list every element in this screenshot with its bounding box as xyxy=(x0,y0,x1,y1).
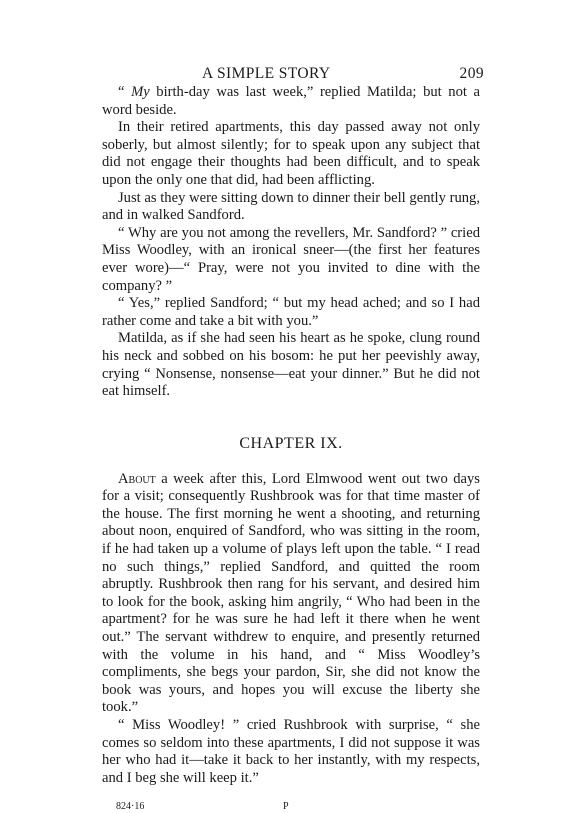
opening-quote: “ xyxy=(118,84,132,100)
paragraph-2: In their retired apartments, this day passed away not only soberly, but almost silently; for to speak upon any subject that did not engage their thoughts had been difficult, and to speak upon the only one that did, had been afflicting. xyxy=(102,119,480,188)
book-page xyxy=(102,62,484,813)
paragraph-7-lead: About xyxy=(118,470,156,487)
paragraph-6: Matilda, as if she had seen his heart as he spoke, clung round his neck and sobbed on his bosom: he put her peevishly away, crying “ Nonsense, nonsense—eat your dinner.” But he did not eat himself. xyxy=(102,330,480,400)
paragraph-7 xyxy=(102,471,480,717)
running-title: A SIMPLE STORY xyxy=(202,65,331,82)
paragraph-5: “ Yes,” replied Sandford; “ but my head ached; and so I had rather come and take a bit with you.” xyxy=(102,295,480,329)
chapter-heading: CHAPTER IX. xyxy=(239,434,343,452)
paragraph-7-text: a week after this, Lord Elmwood went out two days for a visit; consequently Rushbrook was for that time master of the house. The first morning he went a shooting, and returning about noon, enquired of Sandford, who was sitting in the room, if he had taken up a volume of plays left upon the table. “ I read no such things,” replied Sandford, and quitted the room abruptly. Rushbrook then rang for his servant, and desired him to look for the book, asking him angrily, “ Who had been in the apartment? for he was sure he had left it there when he went out.” The servant withdrew to enquire, and presently returned with the volume in his hand, and “ Miss Woodley’s compliments, she begs your pardon, Sir, she did not know the book was yours, and hopes you will excuse the liberty she took.” xyxy=(102,470,480,716)
page-number: 209 xyxy=(459,65,484,82)
paragraph-1 xyxy=(102,84,480,119)
paragraph-4: “ Why are you not among the revellers, Mr. Sandford? ” cried Miss Woodley, with an ironical sneer—(the first her features ever wore)—“ Pray, were not you invited to dine with the company? ” xyxy=(102,224,480,294)
signature-letter: P xyxy=(283,801,289,813)
signature-mark: 824·16 xyxy=(116,801,145,813)
running-head xyxy=(102,62,484,84)
paragraph-8: “ Miss Woodley! ” cried Rushbrook with surprise, “ she comes so seldom into these apartments, I did not suppose it was her who had it—take it back to her instantly, with my respects, and I beg she will keep it.” xyxy=(102,717,480,786)
page-footer xyxy=(102,797,480,813)
paragraph-3: Just as they were sitting down to dinner their bell gently rung, and in walked Sandford. xyxy=(102,189,480,224)
emphasis-my: My xyxy=(131,84,150,100)
paragraph-1-text: birth-day was last week,” replied Matilda; but not a word beside. xyxy=(102,84,480,118)
